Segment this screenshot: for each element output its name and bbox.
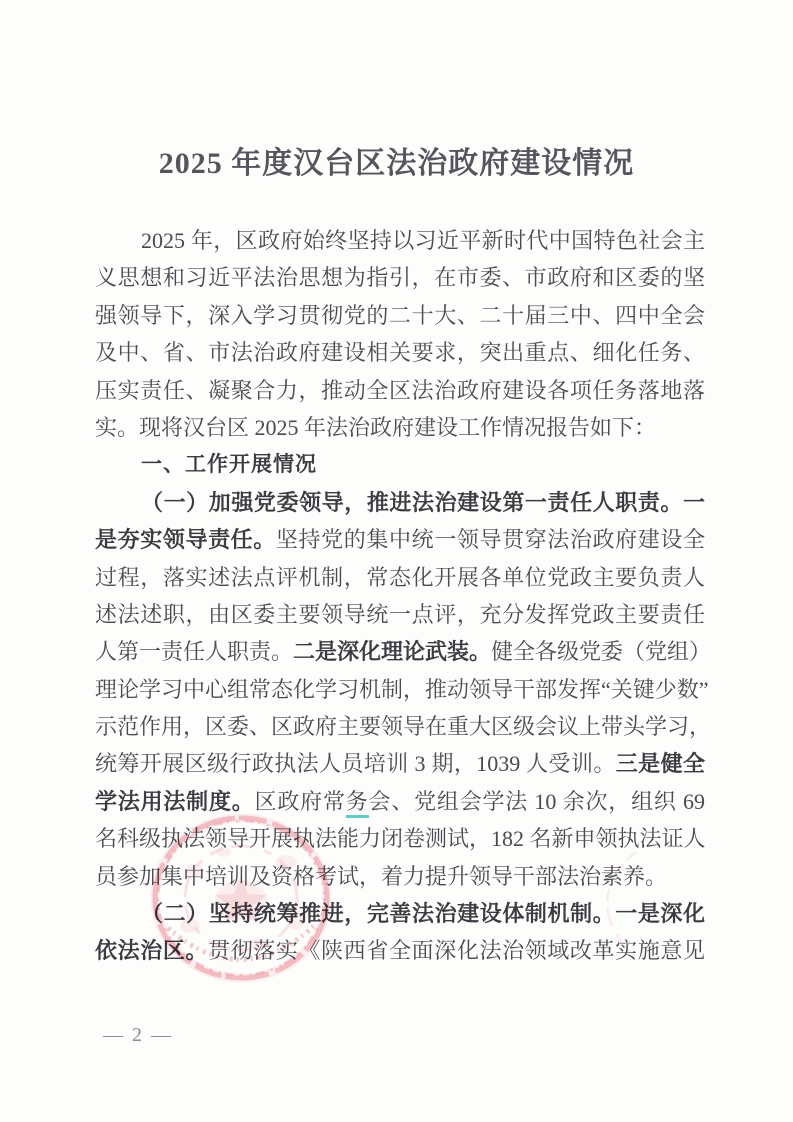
text-segment: 区政府常: [254, 788, 346, 814]
text-segment: 贯彻落实《陕西省全面深化法治领域改革实施意见: [208, 938, 705, 964]
text-line: [95, 671, 709, 708]
text-segment: 员参加集中培训及资格考试，着力提升领导干部法治素养。: [95, 863, 668, 889]
text-segment: 依法治区。: [95, 938, 209, 964]
text-line: [95, 521, 705, 558]
text-segment: 三是健全: [615, 751, 705, 777]
text-line: [95, 446, 705, 483]
text-line: [95, 783, 705, 820]
text-segment: 述法述职，由区委主要领导统一点评，充分发挥党政主要责任: [95, 601, 705, 627]
text-segment: 二是深化理论武装。: [293, 639, 492, 665]
text-line: [95, 932, 705, 969]
document-body: [95, 222, 712, 970]
text-line: [95, 334, 705, 371]
text-segment: （二）坚持统筹推进，完善法治建设体制机制。一是深化: [141, 901, 705, 927]
teal-underlined-text: 务: [346, 789, 369, 818]
text-segment: 会、党组会学法 10 余次，组织 69: [368, 788, 705, 814]
text-segment: 及中、省、市法治政府建设相关要求，突出重点、细化任务、: [95, 340, 705, 366]
text-segment: 2025 年，区政府始终坚持以习近平新时代中国特色社会主: [141, 228, 705, 253]
text-line: [95, 297, 705, 334]
document-title: 2025 年度汉台区法治政府建设情况: [158, 147, 635, 180]
text-segment: 统筹开展区级行政执法人员培训 3 期，1039 人受训。: [95, 751, 616, 777]
text-segment: 坚持党的集中统一领导贯穿法治政府建设全: [275, 527, 705, 553]
text-line: [95, 708, 712, 745]
text-line: [95, 409, 705, 446]
text-segment: 实。现将汉台区 2025 年法治政府建设工作情况报告如下：: [95, 414, 657, 440]
text-line: [95, 858, 705, 895]
text-line: [95, 633, 712, 670]
text-line: [95, 559, 705, 596]
text-segment: 强领导下，深入学习贯彻党的二十大、二十届三中、四中全会: [95, 302, 705, 328]
text-line: [95, 222, 705, 259]
text-line: [95, 596, 705, 633]
page-number: — 2 —: [103, 1024, 173, 1046]
text-segment: 一、工作开展情况: [141, 453, 317, 477]
text-segment: 义思想和习近平法治思想为指引，在市委、市政府和区委的坚: [95, 265, 705, 291]
text-segment: 学法用法制度。: [95, 788, 255, 814]
text-line: [95, 820, 705, 857]
text-segment: 健全各级党委（党组）: [491, 639, 712, 665]
text-line: [95, 372, 705, 409]
text-segment: 是夯实领导责任。: [95, 527, 276, 553]
text-segment: （一）加强党委领导，推进法治建设第一责任人职责。一: [141, 489, 705, 515]
text-segment: 名科级执法领导开展执法能力闭卷测试，182 名新申领执法证人: [95, 826, 706, 852]
text-segment: 压实责任、凝聚合力，推动全区法治政府建设各项任务落地落: [95, 377, 705, 403]
text-segment: 理论学习中心组常态化学习机制，推动领导干部发挥“关键少数”: [95, 676, 709, 702]
text-line: [95, 895, 705, 932]
text-segment: 示范作用，区委、区政府主要领导在重大区级会议上带头学习，: [95, 714, 712, 740]
text-segment: 过程，落实述法点评机制，常态化开展各单位党政主要负责人: [95, 564, 705, 590]
text-segment: 人第一责任人职责。: [95, 639, 294, 665]
text-line: [95, 259, 705, 296]
text-line: [95, 484, 705, 521]
text-line: [95, 745, 705, 782]
